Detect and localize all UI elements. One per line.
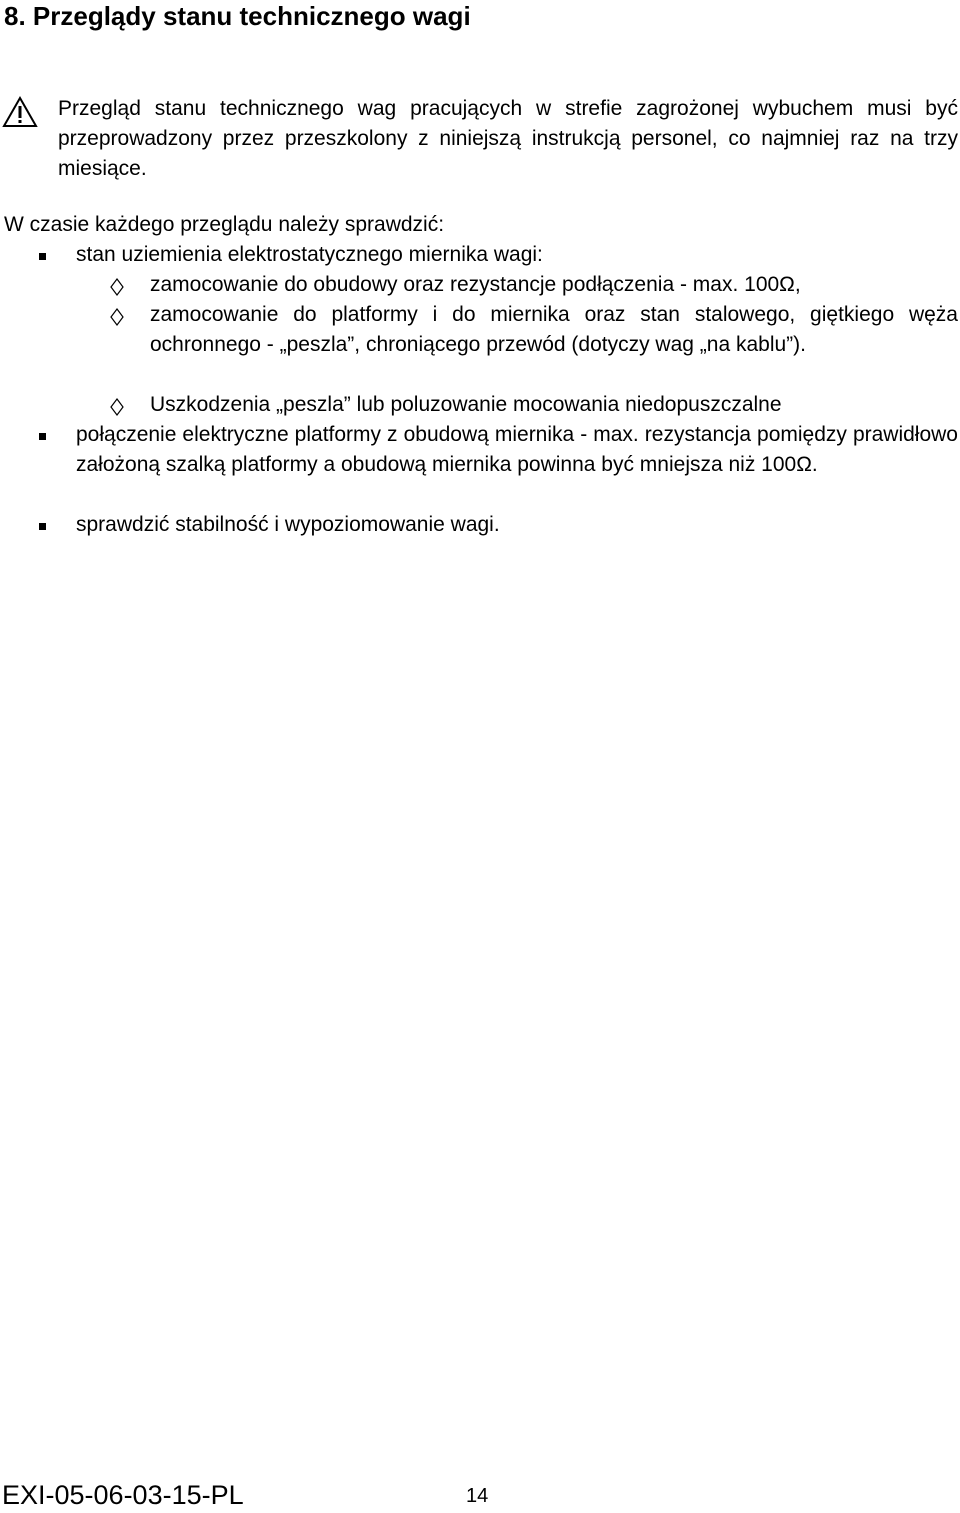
sub-list-item: zamocowanie do platformy i do miernika oraz stan stalowego, giętkiego węża ochronnego - „peszla”, chroniącego przewód (dotyczy wag „na kablu”). xyxy=(150,303,958,356)
page-number: 14 xyxy=(466,1485,489,1507)
list-item: połączenie elektryczne platformy z obudową miernika - max. rezystancja pomiędzy prawidłowo założoną szalką platformy a obudową miernika powinna być mniejsza niż 100Ω. xyxy=(76,423,958,476)
diamond-bullet-icon xyxy=(110,308,124,326)
diamond-bullet-icon xyxy=(110,398,124,416)
diamond-bullet-icon xyxy=(110,278,124,296)
sub-list-item: zamocowanie do obudowy oraz rezystancje podłączenia - max. 100Ω, xyxy=(150,273,801,296)
square-bullet-icon xyxy=(39,253,46,260)
warning-triangle-icon xyxy=(2,96,38,128)
warning-text: Przegląd stanu technicznego wag pracujących w strefie zagrożonej wybuchem musi być przeprowadzony przez przeszkolony z niniejszą instrukcją personel, co najmniej raz na trzy miesiące. xyxy=(58,97,958,180)
square-bullet-icon xyxy=(39,523,46,530)
document-code: EXI-05-06-03-15-PL xyxy=(2,1480,244,1510)
square-bullet-icon xyxy=(39,433,46,440)
list-item: stan uziemienia elektrostatycznego miernika wagi: xyxy=(76,243,543,266)
intro-text: W czasie każdego przeglądu należy sprawdzić: xyxy=(4,213,445,236)
list-item: sprawdzić stabilność i wypoziomowanie wagi. xyxy=(76,513,500,536)
sub-list-item: Uszkodzenia „peszla” lub poluzowanie mocowania niedopuszczalne xyxy=(150,393,782,416)
page-title: 8. Przeglądy stanu technicznego wagi xyxy=(4,1,471,31)
